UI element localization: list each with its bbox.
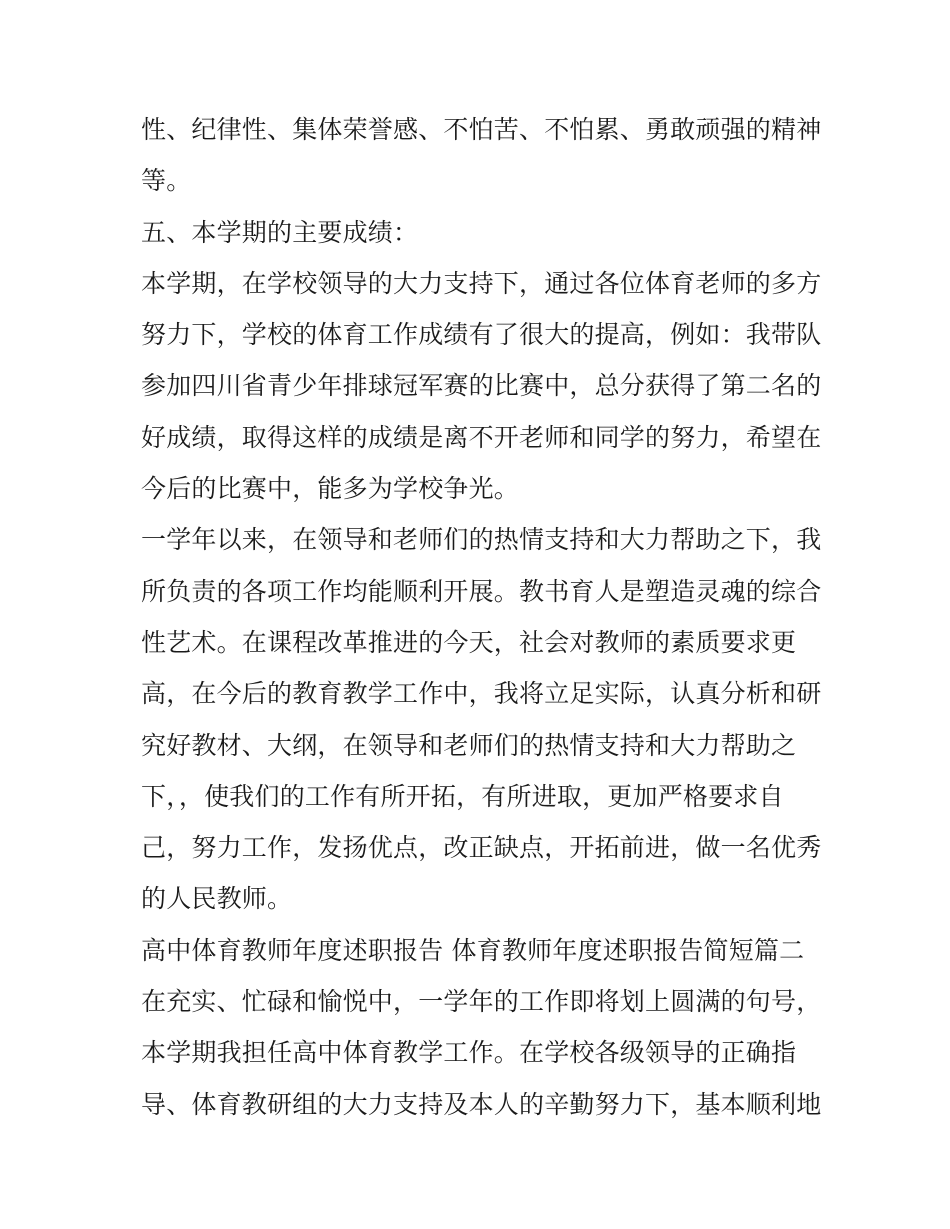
text-line: 一学年以来，在领导和老师们的热情支持和大力帮助之下，我 — [141, 525, 822, 555]
text-line: 本学期我担任高中体育教学工作。在学校各级领导的正确指 — [141, 1038, 797, 1068]
text-line: 究好教材、大纲，在领导和老师们的热情支持和大力帮助之 — [141, 730, 797, 760]
body-text — [141, 104, 821, 1130]
text-line: 导、体育教研组的大力支持及本人的辛勤努力下，基本顺利地 — [141, 1089, 822, 1119]
text-line: 努力下，学校的体育工作成绩有了很大的提高，例如：我带队 — [141, 320, 822, 350]
article-title: 高中体育教师年度述职报告 体育教师年度述职报告简短篇二 — [141, 935, 805, 965]
text-line: 等。 — [141, 166, 192, 196]
text-line: 今后的比赛中，能多为学校争光。 — [141, 474, 520, 504]
text-line: 参加四川省青少年排球冠军赛的比赛中，总分获得了第二名的 — [141, 371, 822, 401]
text-line: 己，努力工作，发扬优点，改正缺点，开拓前进，做一名优秀 — [141, 833, 822, 863]
text-line: 在充实、忙碌和愉悦中，一学年的工作即将划上圆满的句号， — [141, 987, 822, 1017]
text-line: 的人民教师。 — [141, 884, 293, 914]
section-heading: 五、本学期的主要成绩： — [141, 217, 419, 247]
text-line: 所负责的各项工作均能顺利开展。教书育人是塑造灵魂的综合 — [141, 576, 822, 606]
text-line: 好成绩，取得这样的成绩是离不开老师和同学的努力，希望在 — [141, 422, 822, 452]
text-line: 高，在今后的教育教学工作中，我将立足实际，认真分析和研 — [141, 679, 822, 709]
text-line: 下，，使我们的工作有所开拓，有所进取，更加严格要求自 — [141, 781, 784, 811]
text-line: 性、纪律性、集体荣誉感、不怕苦、不怕累、勇敢顽强的精神 — [141, 115, 822, 144]
text-line: 性艺术。在课程改革推进的今天，社会对教师的素质要求更 — [141, 627, 797, 657]
text-line: 本学期，在学校领导的大力支持下，通过各位体育老师的多方 — [141, 268, 822, 298]
